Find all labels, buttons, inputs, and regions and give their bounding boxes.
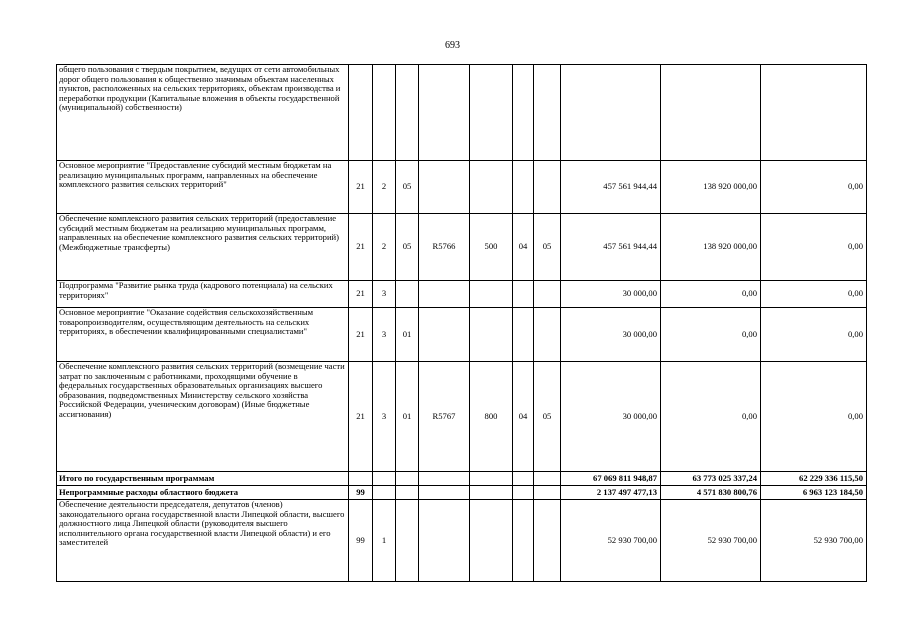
subsection-code bbox=[534, 161, 561, 214]
amount-year-2: 4 571 830 800,76 bbox=[661, 486, 761, 500]
direction-code bbox=[419, 486, 470, 500]
subsection-code bbox=[534, 308, 561, 362]
admin-code: 99 bbox=[349, 486, 373, 500]
amount-year-1: 67 069 811 948,87 bbox=[561, 472, 661, 486]
main-activity-code: 01 bbox=[396, 362, 419, 472]
amount-year-3: 0,00 bbox=[761, 161, 867, 214]
subsection-code bbox=[534, 472, 561, 486]
row-description: Обеспечение деятельности председателя, депутатов (членов) законодательного органа государственной власти Липецкой области, высшего должностного лица Липецкой области (руководителя высшего исполнительного органа государственной власти Липецкой области) и его заместителей bbox=[57, 500, 349, 582]
direction-code bbox=[419, 161, 470, 214]
main-activity-code: 05 bbox=[396, 214, 419, 281]
section-code bbox=[513, 486, 534, 500]
program-code bbox=[373, 486, 396, 500]
main-activity-code bbox=[396, 281, 419, 308]
amount-year-1: 30 000,00 bbox=[561, 281, 661, 308]
table-row bbox=[57, 214, 867, 281]
amount-year-2 bbox=[661, 65, 761, 161]
section-code bbox=[513, 472, 534, 486]
table-row-total bbox=[57, 472, 867, 486]
admin-code: 21 bbox=[349, 161, 373, 214]
admin-code bbox=[349, 65, 373, 161]
expense-type-code bbox=[470, 281, 513, 308]
direction-code bbox=[419, 65, 470, 161]
amount-year-1: 30 000,00 bbox=[561, 308, 661, 362]
expense-type-code bbox=[470, 500, 513, 582]
amount-year-3: 0,00 bbox=[761, 281, 867, 308]
admin-code: 21 bbox=[349, 308, 373, 362]
section-code: 04 bbox=[513, 362, 534, 472]
row-description: Обеспечение комплексного развития сельских территорий (возмещение части затрат по заключенным с работниками, проходящими обучение в федеральных государственных образовательных организациях высшего образования, подведомственных Министерству сельского хозяйства Российской Федерации, ученическим договорам) (Иные бюджетные ассигнования) bbox=[57, 362, 349, 472]
program-code: 1 bbox=[373, 500, 396, 582]
admin-code: 21 bbox=[349, 281, 373, 308]
row-description: Непрограммные расходы областного бюджета bbox=[57, 486, 349, 500]
section-code bbox=[513, 161, 534, 214]
expense-type-code: 500 bbox=[470, 214, 513, 281]
direction-code bbox=[419, 472, 470, 486]
expense-type-code bbox=[470, 65, 513, 161]
amount-year-3: 0,00 bbox=[761, 308, 867, 362]
amount-year-2: 52 930 700,00 bbox=[661, 500, 761, 582]
expense-type-code bbox=[470, 486, 513, 500]
amount-year-1: 457 561 944,44 bbox=[561, 161, 661, 214]
amount-year-3 bbox=[761, 65, 867, 161]
direction-code: R5766 bbox=[419, 214, 470, 281]
row-description: общего пользования с твердым покрытием, ведущих от сети автомобильных дорог общего пользования к общественно значимым объектам населенных пунктов, расположенных на сельских территориях, объектам производства и переработки продукции (Капитальные вложения в объекты государственной (муниципальной) собственности) bbox=[57, 65, 349, 161]
expense-type-code bbox=[470, 161, 513, 214]
row-description: Итого по государственным программам bbox=[57, 472, 349, 486]
expense-type-code bbox=[470, 308, 513, 362]
table-row-total bbox=[57, 486, 867, 500]
amount-year-1: 52 930 700,00 bbox=[561, 500, 661, 582]
subsection-code bbox=[534, 486, 561, 500]
budget-table bbox=[56, 64, 867, 582]
amount-year-2: 63 773 025 337,24 bbox=[661, 472, 761, 486]
program-code bbox=[373, 472, 396, 486]
amount-year-2: 0,00 bbox=[661, 281, 761, 308]
amount-year-2: 138 920 000,00 bbox=[661, 161, 761, 214]
admin-code: 21 bbox=[349, 214, 373, 281]
direction-code bbox=[419, 500, 470, 582]
program-code: 3 bbox=[373, 281, 396, 308]
section-code bbox=[513, 65, 534, 161]
program-code: 2 bbox=[373, 214, 396, 281]
table-row bbox=[57, 161, 867, 214]
amount-year-3: 62 229 336 115,50 bbox=[761, 472, 867, 486]
section-code bbox=[513, 500, 534, 582]
table-row bbox=[57, 281, 867, 308]
admin-code: 21 bbox=[349, 362, 373, 472]
amount-year-1 bbox=[561, 65, 661, 161]
amount-year-3: 52 930 700,00 bbox=[761, 500, 867, 582]
program-code: 3 bbox=[373, 362, 396, 472]
main-activity-code bbox=[396, 486, 419, 500]
amount-year-1: 457 561 944,44 bbox=[561, 214, 661, 281]
admin-code: 99 bbox=[349, 500, 373, 582]
row-description: Обеспечение комплексного развития сельских территорий (предоставление субсидий местным бюджетам на реализацию муниципальных программ, направленных на обеспечение комплексного развития сельских территорий) (Межбюджетные трансферты) bbox=[57, 214, 349, 281]
expense-type-code: 800 bbox=[470, 362, 513, 472]
section-code bbox=[513, 281, 534, 308]
direction-code bbox=[419, 308, 470, 362]
page-number: 693 bbox=[445, 40, 460, 51]
subsection-code: 05 bbox=[534, 214, 561, 281]
amount-year-3: 6 963 123 184,50 bbox=[761, 486, 867, 500]
program-code: 2 bbox=[373, 161, 396, 214]
amount-year-3: 0,00 bbox=[761, 362, 867, 472]
section-code: 04 bbox=[513, 214, 534, 281]
row-description: Основное мероприятие "Предоставление субсидий местным бюджетам на реализацию муниципальных программ, направленных на обеспечение комплексного развития сельских территорий" bbox=[57, 161, 349, 214]
expense-type-code bbox=[470, 472, 513, 486]
row-description: Подпрограмма "Развитие рынка труда (кадрового потенциала) на сельских территориях" bbox=[57, 281, 349, 308]
row-description: Основное мероприятие "Оказание содействия сельскохозяйственным товаропроизводителям, осуществляющим деятельность на сельских территориях, в обеспечении квалифицированными специалистами" bbox=[57, 308, 349, 362]
main-activity-code: 01 bbox=[396, 308, 419, 362]
table-row bbox=[57, 500, 867, 582]
subsection-code bbox=[534, 281, 561, 308]
table-row bbox=[57, 362, 867, 472]
subsection-code bbox=[534, 500, 561, 582]
amount-year-2: 138 920 000,00 bbox=[661, 214, 761, 281]
amount-year-1: 30 000,00 bbox=[561, 362, 661, 472]
main-activity-code bbox=[396, 500, 419, 582]
program-code: 3 bbox=[373, 308, 396, 362]
main-activity-code bbox=[396, 65, 419, 161]
amount-year-2: 0,00 bbox=[661, 308, 761, 362]
table-row bbox=[57, 308, 867, 362]
direction-code: R5767 bbox=[419, 362, 470, 472]
main-activity-code bbox=[396, 472, 419, 486]
table-row bbox=[57, 65, 867, 161]
admin-code bbox=[349, 472, 373, 486]
main-activity-code: 05 bbox=[396, 161, 419, 214]
subsection-code: 05 bbox=[534, 362, 561, 472]
amount-year-3: 0,00 bbox=[761, 214, 867, 281]
program-code bbox=[373, 65, 396, 161]
section-code bbox=[513, 308, 534, 362]
direction-code bbox=[419, 281, 470, 308]
amount-year-1: 2 137 497 477,13 bbox=[561, 486, 661, 500]
amount-year-2: 0,00 bbox=[661, 362, 761, 472]
subsection-code bbox=[534, 65, 561, 161]
